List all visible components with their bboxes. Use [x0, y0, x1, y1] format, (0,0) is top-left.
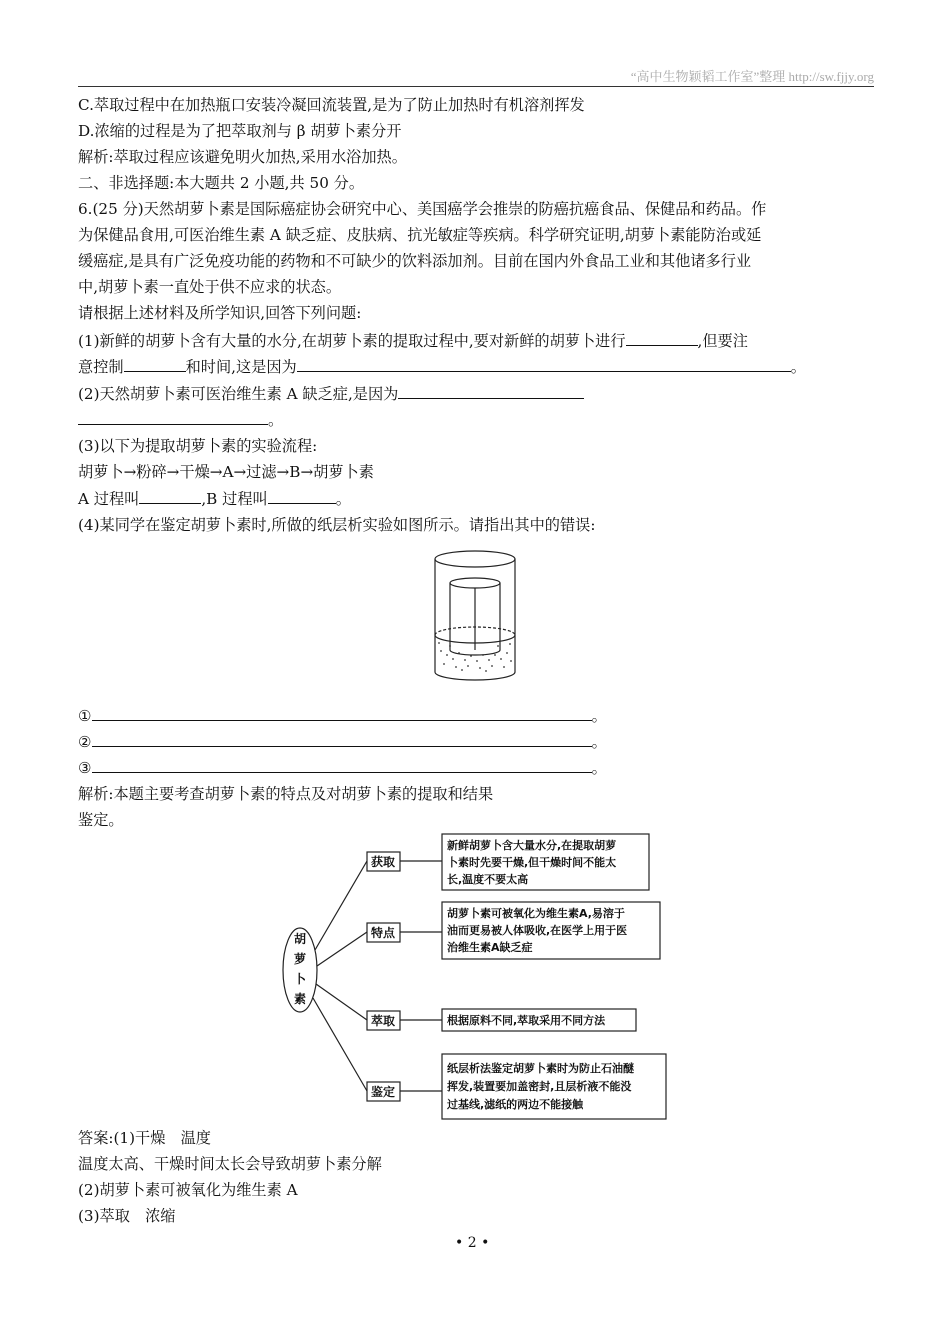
q1-line-1	[78, 330, 748, 351]
detail-identify-2: 挥发,装置要加盖密封,且层析液不能没	[447, 1080, 632, 1093]
answer-2: (2)胡萝卜素可被氧化为维生素 A	[78, 1181, 298, 1199]
q2-text-a: (2)天然胡萝卜素可医治维生素 A 缺乏症,是因为	[78, 385, 399, 403]
detail-extract-1: 根据原料不同,萃取采用不同方法	[447, 1014, 606, 1027]
error-end-2: 。	[591, 733, 607, 751]
option-d: D.浓缩的过程是为了把萃取剂与 β 胡萝卜素分开	[78, 122, 402, 140]
q2-line-1	[78, 383, 584, 404]
node-label-extract: 萃取	[370, 1014, 396, 1028]
q1-text-b: ,但要注	[697, 332, 748, 350]
answer-blank[interactable]	[124, 356, 186, 372]
answer-3: (3)萃取 浓缩	[78, 1207, 176, 1225]
center-char-2: 萝	[293, 952, 307, 966]
answer-blank[interactable]	[92, 705, 592, 721]
detail-identify-1: 纸层析法鉴定胡萝卜素时为防止石油醚	[447, 1062, 634, 1075]
center-char-4: 素	[293, 992, 307, 1006]
detail-property-2: 油而更易被人体吸收,在医学上用于医	[447, 924, 628, 937]
paper-cylinder-top	[450, 578, 500, 588]
error-num-3: ③	[78, 759, 92, 777]
page-number: • 2 •	[455, 1235, 490, 1251]
q1-text-e: 。	[790, 358, 806, 376]
detail-identify-3: 过基线,滤纸的两边不能接触	[447, 1098, 584, 1111]
header-rule	[78, 86, 874, 87]
center-char-1: 胡	[293, 932, 307, 946]
q6-para-2: 为保健品食用,可医治维生素 A 缺乏症、皮肤病、抗光敏症等疾病。科学研究证明,胡萝卜素能防治或延	[78, 226, 762, 244]
q6-prompt: 请根据上述材料及所学知识,回答下列问题:	[78, 304, 362, 322]
analysis-6-line-1: 解析:本题主要考查胡萝卜素的特点及对胡萝卜素的提取和结果	[78, 785, 494, 803]
q3-text-e: 。	[335, 490, 351, 508]
error-line-1	[78, 705, 607, 726]
analysis-6-line-2: 鉴定。	[78, 811, 124, 829]
error-num-2: ②	[78, 733, 92, 751]
detail-acquire-3: 长,温度不要太高	[447, 873, 529, 886]
q1-text-d: 和时间,这是因为	[185, 358, 297, 376]
q3-intro: (3)以下为提取胡萝卜素的实验流程:	[78, 437, 318, 455]
error-end-3: 。	[591, 759, 607, 777]
detail-property-1: 胡萝卜素可被氧化为维生素A,易溶于	[447, 907, 625, 920]
q4-prompt: (4)某同学在鉴定胡萝卜素时,所做的纸层析实验如图所示。请指出其中的错误:	[78, 516, 596, 534]
jar-bottom	[435, 672, 515, 680]
node-label-acquire: 获取	[370, 855, 396, 869]
chromatography-figure	[425, 543, 525, 693]
answer-blank[interactable]	[78, 409, 268, 425]
answer-blank[interactable]	[92, 757, 592, 773]
q3-text-d: ,B 过程叫	[201, 490, 268, 508]
detail-property-3: 治维生素A缺乏症	[447, 941, 533, 954]
error-num-1: ①	[78, 707, 92, 725]
answer-blank[interactable]	[92, 731, 592, 747]
q1-line-2	[78, 356, 806, 377]
answer-blank[interactable]	[297, 356, 791, 372]
q6-para-3: 缓癌症,是具有广泛免疫功能的药物和不可缺少的饮料添加剂。目前在国内外食品工业和其他诸多行业	[78, 252, 752, 270]
page-header: “高中生物颖韬工作室”整理 http://sw.fjjy.org	[630, 69, 874, 84]
error-line-2	[78, 731, 607, 752]
analysis-5: 解析:萃取过程应该避免明火加热,采用水浴加热。	[78, 148, 407, 166]
q6-para-1: 6.(25 分)天然胡萝卜素是国际癌症协会研究中心、美国癌学会推崇的防癌抗癌食品、保健品和药品。作	[78, 200, 767, 218]
q3-flow: 胡萝卜→粉碎→干燥→A→过滤→B→胡萝卜素	[78, 463, 374, 481]
center-char-3: 卜	[293, 972, 307, 986]
detail-acquire-2: 卜素时先要干燥,但干燥时间不能太	[447, 856, 617, 869]
q3-text-c: A 过程叫	[78, 490, 140, 508]
error-end-1: 。	[591, 707, 607, 725]
q2-text-b: 。	[268, 411, 284, 429]
answer-blank[interactable]	[398, 383, 584, 399]
detail-acquire-1: 新鲜胡萝卜含大量水分,在提取胡萝	[447, 839, 617, 852]
error-line-3	[78, 757, 607, 778]
node-label-property: 特点	[370, 926, 396, 940]
q1-text-c: 意控制	[78, 358, 124, 376]
node-label-identify: 鉴定	[370, 1085, 396, 1099]
jar-top-rim	[435, 551, 515, 567]
carotene-mind-map	[280, 828, 670, 1123]
section-heading: 二、非选择题:本大题共 2 小题,共 50 分。	[78, 174, 365, 192]
answer-blank[interactable]	[626, 330, 698, 346]
answer-1: 答案:(1)干燥 温度	[78, 1129, 211, 1147]
answer-blank[interactable]	[268, 488, 336, 504]
answer-1-reason: 温度太高、干燥时间太长会导致胡萝卜素分解	[78, 1155, 382, 1173]
answer-blank[interactable]	[139, 488, 201, 504]
option-c: C.萃取过程中在加热瓶口安装冷凝回流装置,是为了防止加热时有机溶剂挥发	[78, 96, 585, 114]
q1-text-a: (1)新鲜的胡萝卜含有大量的水分,在胡萝卜素的提取过程中,要对新鲜的胡萝卜进行	[78, 332, 626, 350]
q2-line-2	[78, 409, 283, 430]
q6-para-4: 中,胡萝卜素一直处于供不应求的状态。	[78, 278, 342, 296]
q3-line	[78, 488, 351, 509]
